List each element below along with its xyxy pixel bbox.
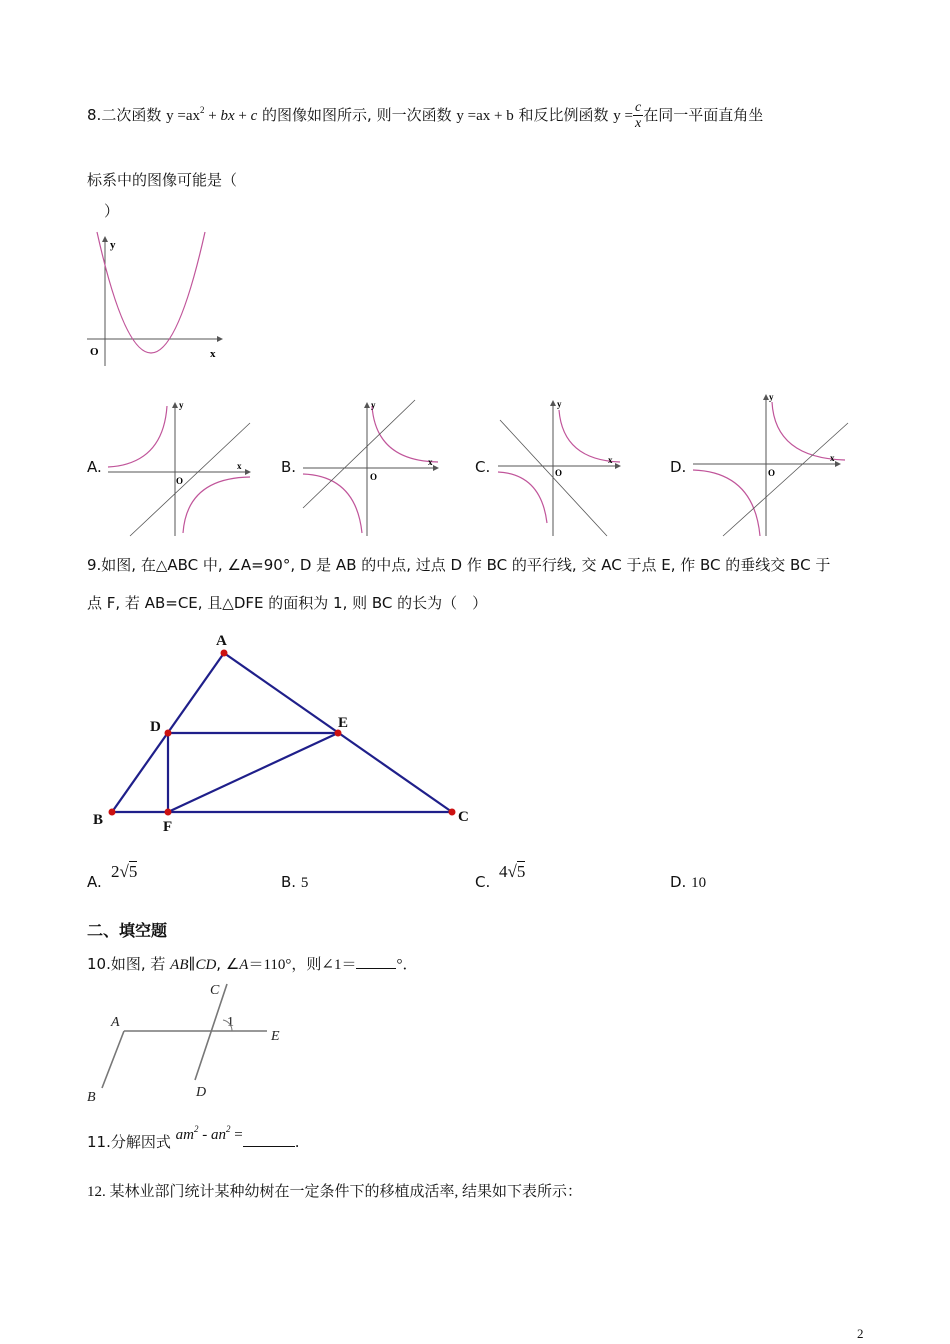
origin-label: O (555, 468, 563, 478)
q8-parabola-figure (85, 228, 225, 368)
q10-ab: AB (170, 957, 189, 973)
x-label: x (830, 453, 835, 463)
point-b (109, 809, 116, 816)
q9-option-c (475, 873, 490, 891)
label-a: A (216, 633, 227, 649)
origin-label: O (768, 468, 776, 478)
q8-stem-line1 (87, 100, 887, 131)
x-arrow (615, 463, 621, 469)
x-axis-arrow (217, 336, 223, 342)
q9-option-a (87, 873, 102, 891)
q8-text-4: 在同一平面直角坐 (643, 106, 764, 124)
point-f (165, 809, 172, 816)
x-label: x (210, 348, 216, 360)
label-e: E (338, 715, 349, 731)
label-c: C (458, 809, 469, 825)
q8-option-c-label: C. (475, 458, 491, 476)
linear-line (303, 400, 415, 508)
q8-option-b-label: B. (281, 458, 297, 476)
q11-expression: $am^2 - an^2$ = (175, 1124, 243, 1143)
hyperbola-branch-2 (303, 474, 362, 533)
coef: 4 (499, 862, 508, 881)
option-letter: C. (475, 873, 491, 891)
q10-text-2: , ∠ (216, 955, 240, 973)
q10-text-4: °． (396, 957, 418, 973)
x-arrow (433, 465, 439, 471)
q12-stem: 12. 某林业部门统计某种幼树在一定条件下的移植成活率, 结果如下表所示： (87, 1184, 583, 1200)
q10-text-1: 如图, 若 (110, 955, 171, 973)
q9-stem-line2: 点 F, 若 AB=CE, 且△DFE 的面积为 1, 则 BC 的长为（ ） (87, 594, 488, 612)
label-d: D (196, 1085, 207, 1100)
linear-line (723, 423, 848, 536)
page-number: 2 (857, 1326, 864, 1341)
q8-text-1: 二次函数 (101, 106, 162, 124)
hyperbola-branch-1 (108, 406, 167, 467)
label-d: D (150, 719, 161, 735)
q10-stem (87, 954, 417, 975)
y-label: y (179, 400, 184, 410)
label-b: B (87, 1090, 96, 1105)
q9-stem-line1: 9.如图, 在△ABC 中, ∠A=90°, D 是 AB 的中点, 过点 D 作 BC 的平行线, 交 AC 于点 E, 作 BC 的垂线交 BC 于 (87, 556, 831, 574)
option-value: 10 (691, 875, 707, 891)
y-axis-arrow (102, 236, 108, 242)
label-c: C (210, 983, 220, 998)
q8-number: 8. (87, 106, 102, 124)
q8-option-c-graph (495, 398, 625, 538)
option-letter: D. (670, 873, 687, 891)
radicand: 5 (128, 862, 138, 881)
y-arrow (550, 400, 556, 406)
q10-text-3: ＝110°，则∠1＝ (248, 957, 357, 973)
point-a (221, 650, 228, 657)
q9-option-a-value: 2√5 (111, 862, 138, 881)
q10-answer-blank[interactable] (356, 968, 396, 969)
q8-stem-paren: ） (104, 202, 120, 220)
q8-inverse-eq: y = (613, 108, 633, 124)
line-ab (102, 1031, 124, 1088)
q10-a: A (239, 957, 249, 973)
y-label: y (769, 392, 774, 402)
q9-option-b (281, 873, 308, 892)
label-b: B (93, 812, 104, 828)
hyperbola-branch-2 (498, 472, 547, 523)
hyperbola-branch-1 (772, 402, 845, 460)
linear-line (130, 423, 250, 536)
q11-number: 11. (87, 1133, 111, 1151)
label-f: F (163, 819, 173, 835)
q8-option-a-graph (105, 398, 255, 538)
y-label: y (110, 239, 116, 251)
q8-text-3: 和反比例函数 (518, 106, 609, 124)
q11-stem (87, 1124, 300, 1154)
q8-option-a-label: A. (87, 458, 102, 476)
q8-fraction: $\frac{c}{x}$ (635, 100, 642, 131)
origin-label: O (176, 476, 184, 486)
q8-option-d-label: D. (670, 458, 687, 476)
hyperbola-branch-2 (183, 477, 250, 533)
q10-cd: CD (195, 957, 217, 973)
coef: 2 (111, 862, 120, 881)
q9-option-d (670, 873, 706, 892)
section-title-fill-in: 二、填空题 (87, 921, 168, 940)
segment-fe (168, 733, 338, 812)
label-a: A (111, 1015, 120, 1030)
point-c (449, 809, 456, 816)
option-letter: B. (281, 873, 297, 891)
q9-option-c-value: 4√5 (499, 862, 526, 881)
x-arrow (245, 469, 251, 475)
q10-figure (82, 980, 292, 1105)
hyperbola-branch-1 (372, 406, 438, 462)
label-e: E (271, 1029, 280, 1044)
q8-linear-eq: y =ax + b (456, 108, 514, 124)
x-label: x (428, 457, 433, 467)
q8-quadratic-eq: $y =ax^2$ + bx + c (166, 105, 258, 124)
q9-triangle-figure (85, 628, 485, 838)
x-label: x (608, 455, 613, 465)
y-arrow (364, 402, 370, 408)
point-d (165, 730, 172, 737)
label-angle-1: 1 (227, 1015, 234, 1030)
y-arrow (172, 402, 178, 408)
hyperbola-branch-2 (693, 470, 760, 536)
y-label: y (557, 399, 562, 409)
x-label: x (237, 461, 242, 471)
origin-label: O (370, 472, 378, 482)
origin-label: O (90, 346, 99, 358)
q11-text-2: . (294, 1133, 300, 1151)
q8-stem-line2: 标系中的图像可能是（ (87, 171, 238, 189)
x-arrow (835, 461, 841, 467)
line-cd (195, 984, 227, 1080)
q11-answer-blank[interactable] (243, 1146, 295, 1147)
radicand: 5 (516, 862, 526, 881)
q8-text-2: 的图像如图所示, 则一次函数 (262, 106, 452, 124)
q10-parallel: ∥ (188, 957, 196, 973)
q10-number: 10. (87, 955, 111, 973)
q8-option-d-graph (690, 390, 850, 538)
q8-option-b-graph (300, 398, 445, 538)
y-label: y (371, 400, 376, 410)
option-value: 5 (300, 875, 309, 891)
option-letter: A. (87, 873, 102, 891)
q11-text-1: 分解因式 (110, 1133, 171, 1151)
